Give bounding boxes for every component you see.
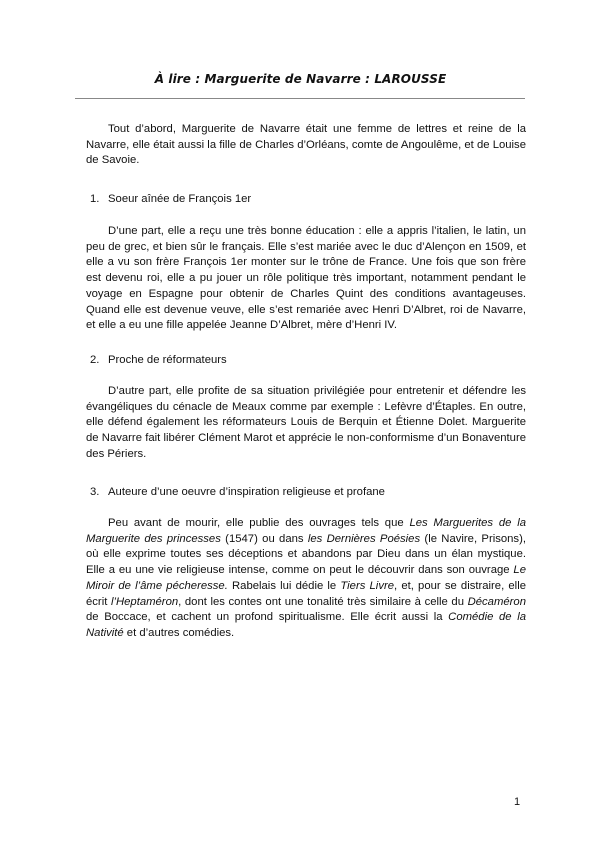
- work-title: Les Marguerites de la Marguerite des princesses: [86, 517, 526, 545]
- section-2-title: Proche de réformateurs: [108, 354, 227, 366]
- s3-text: (1547) ou dans: [220, 532, 308, 545]
- document-title: À lire : Marguerite de Navarre : LAROUSSE: [154, 72, 447, 86]
- section-1-title: Soeur aînée de François 1er: [108, 193, 252, 205]
- s3-text: de Boccace, et cachent un profond spiritualisme. Elle écrit aussi la: [86, 611, 449, 624]
- section-1-number: 1.: [90, 193, 100, 205]
- work-title: les Dernières Poésies: [307, 532, 421, 545]
- section-3-number: 3.: [90, 486, 100, 498]
- section-3-paragraph: [86, 516, 526, 642]
- intro-paragraph: Tout d’abord, Marguerite de Navarre était une femme de lettres et reine de la Navarre, elle était aussi la fille de Charles d’Orléans, comte de Angoulême, et de Louise de Savoie.: [86, 123, 526, 167]
- section-1-heading: [90, 192, 251, 207]
- s3-text: Peu avant de mourir, elle publie des ouvrages tels que: [108, 517, 410, 529]
- section-1-paragraph: D’une part, elle a reçu une très bonne éducation : elle a appris l’italien, le latin, un peu de grec, et bien sûr le français. Elle s’est mariée avec le duc d’Alençon en 1509, et elle a vu son frère François 1er monter sur le trône de France. Une fois que son frère est devenu roi, elle a pu jouer un rôle politique très important, notamment pendant le voyage en Espagne pour obtenir de Charles Quint des conditions avantageuses. Quand elle est devenue veuve, elle s’est remariée avec Henri D’Albret, roi de Navarre, et elle a eu une fille appelée Jeanne D’Albret, mère d’Henri IV.: [86, 225, 526, 332]
- section-2-paragraph: D’autre part, elle profite de sa situation privilégiée pour entretenir et défendre les évangéliques du cénacle de Meaux comme par exemple : Lefèvre d’Étaples. En outre, elle défend également les réformateurs Louis de Berquin et Étienne Dolet. Marguerite de Navarre fait libérer Clément Marot et apprécie le non-conformisme d’un Bonaventure des Périers.: [86, 385, 526, 460]
- work-title: Le Miroir de l’âme pécheresse.: [86, 564, 526, 592]
- section-2-heading: [90, 353, 227, 368]
- work-title: Décaméron: [467, 595, 526, 608]
- s3-text: et d’autres comédies.: [123, 626, 235, 639]
- work-title: l’Heptaméron: [110, 595, 179, 608]
- section-2-number: 2.: [90, 354, 100, 366]
- section-3-heading: [90, 485, 385, 500]
- section-3-title: Auteure d’une oeuvre d’inspiration religieuse et profane: [108, 486, 385, 498]
- s3-text: , dont les contes ont une tonalité très similaire à celle du: [178, 595, 468, 608]
- page-number: 1: [514, 796, 521, 808]
- s3-text: (le Navire, Prisons), où elle exprime toutes ses déceptions et abandons par Dieu dans un élan mystique. Elle a eu une vie religieuse intense, comme on peut le découvrir dans son ouvrage: [86, 532, 526, 577]
- s3-text: Rabelais lui dédie le: [227, 579, 341, 592]
- work-title: Tiers Livre: [340, 579, 395, 592]
- title-underline: [75, 98, 525, 99]
- s3-text: , et, pour se distraire, elle écrit: [86, 579, 526, 608]
- work-title: Comédie de la Nativité: [86, 611, 526, 639]
